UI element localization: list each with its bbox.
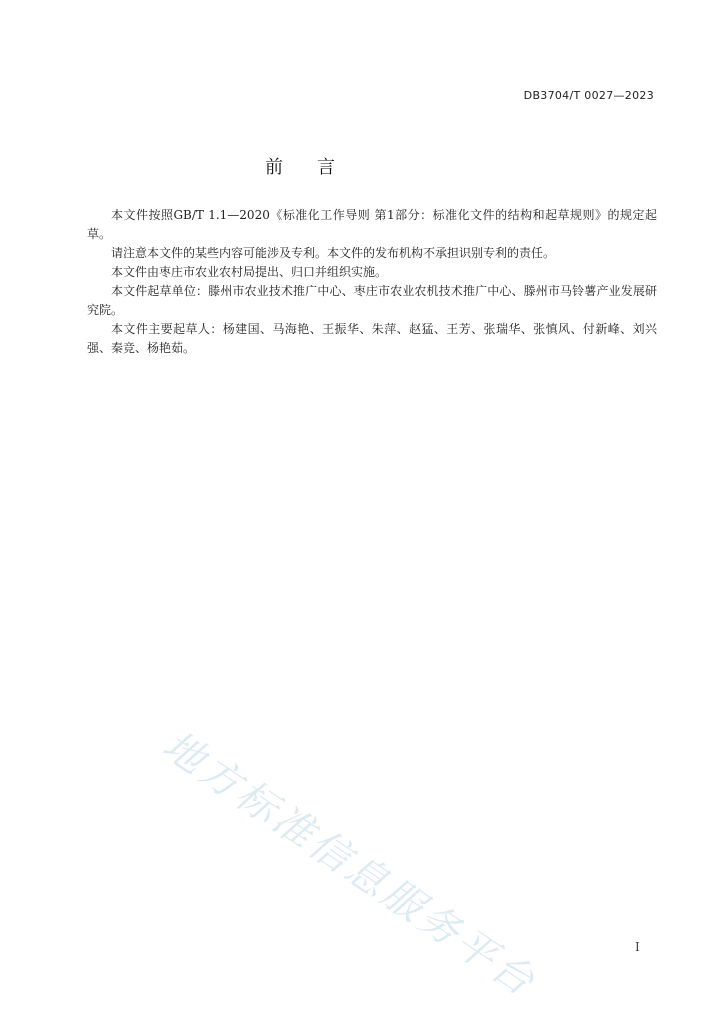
paragraph-standard-basis: 本文件按照GB/T 1.1—2020《标准化工作导则 第1部分：标准化文件的结构和起草规则》的规定起草。	[87, 208, 657, 241]
paragraph-drafting-units: 本文件起草单位：滕州市农业技术推广中心、枣庄市农业农机技术推广中心、滕州市马铃薯产业发展研究院。	[87, 284, 657, 317]
page-number: I	[635, 940, 640, 954]
paragraph-drafters: 本文件主要起草人：杨建国、马海艳、王振华、朱萍、赵猛、王芳、张瑞华、张慎风、付新峰、刘兴强、秦竞、杨艳茹。	[87, 322, 657, 355]
watermark: 地方标准信息服务平台	[154, 722, 545, 1007]
foreword-body	[87, 206, 657, 358]
paragraph-patent-notice: 请注意本文件的某些内容可能涉及专利。本文件的发布机构不承担识别专利的责任。	[111, 246, 556, 260]
document-code: DB3704/T 0027—2023	[523, 89, 654, 102]
page-title: 前言	[265, 157, 369, 178]
paragraph-proposer: 本文件由枣庄市农业农村局提出、归口并组织实施。	[111, 265, 388, 279]
